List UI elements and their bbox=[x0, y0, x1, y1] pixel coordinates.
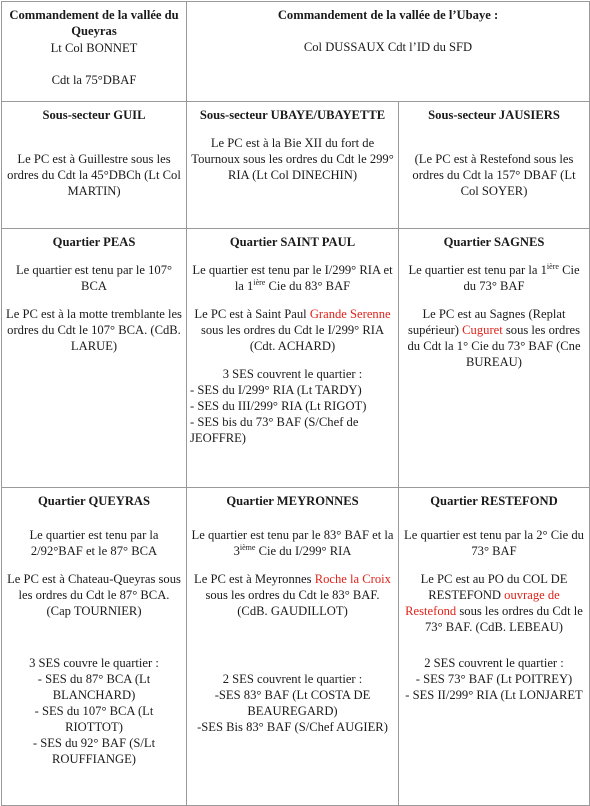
quarter-peas-title: Quartier PEAS bbox=[52, 235, 136, 249]
quarter-saint-paul-ses-list bbox=[190, 382, 395, 446]
quarter-meyronnes-cell bbox=[187, 488, 399, 806]
quarter-saint-paul-title: Quartier SAINT PAUL bbox=[229, 235, 356, 249]
quarter-saint-paul-ses-intro: 3 SES couvrent le quartier : bbox=[222, 367, 363, 381]
queyras-commander: Lt Col BONNET bbox=[50, 41, 138, 55]
ubaye-command-cell bbox=[187, 2, 590, 102]
quarter-sagnes-pc: Le PC est au Sagnes (Replat supérieur) Cuguret sous les ordres du Cdt la 1° Cie du 73° BAF (Cne BUREAU) bbox=[407, 307, 581, 369]
quarter-row-2 bbox=[2, 488, 590, 806]
sector-jausiers-title: Sous-secteur JAUSIERS bbox=[428, 108, 560, 122]
list-item: - SES du I/299° RIA (Lt TARDY) bbox=[190, 383, 362, 397]
quarter-peas-pc: Le PC est à la motte tremblante les ordres du Cdt le 107° BCA. (CdB. LARUE) bbox=[6, 307, 182, 353]
quarter-sagnes-cell bbox=[399, 229, 590, 488]
quarter-meyronnes-held: Le quartier est tenu par le 83° BAF et la 3ième Cie du I/299° RIA bbox=[191, 528, 394, 558]
queyras-command-title: Commandement de la vallée du Queyras bbox=[9, 8, 179, 38]
sector-jausiers-text: (Le PC est à Restefond sous les ordres du Cdt la 157° DBAF (Lt Col SOYER) bbox=[412, 152, 576, 198]
quarter-restefond-title: Quartier RESTEFOND bbox=[430, 494, 558, 508]
quarter-queyras-ses-intro: 3 SES couvre le quartier : bbox=[29, 656, 159, 670]
sector-guil-title: Sous-secteur GUIL bbox=[42, 108, 146, 122]
quarter-restefond-ses-intro: 2 SES couvrent le quartier : bbox=[424, 656, 564, 670]
quarter-restefond-ses-list bbox=[402, 671, 586, 703]
sector-guil-cell bbox=[2, 102, 187, 229]
quarter-queyras-title: Quartier QUEYRAS bbox=[37, 494, 151, 508]
list-item: -SES 83° BAF (Lt COSTA DE BEAUREGARD) bbox=[214, 688, 371, 718]
quarter-saint-paul-cell bbox=[187, 229, 399, 488]
queyras-command-cell bbox=[2, 2, 187, 102]
quarter-queyras-cell bbox=[2, 488, 187, 806]
fort-link-grande-serenne: Grande Serenne bbox=[309, 307, 391, 321]
quarter-queyras-held: Le quartier est tenu par la 2/92°BAF et le 87° BCA bbox=[29, 528, 159, 558]
ubaye-command-title: Commandement de la vallée de l’Ubaye : bbox=[277, 8, 499, 22]
sector-ubaye-cell bbox=[187, 102, 399, 229]
queyras-commander-unit: Cdt la 75°DBAF bbox=[51, 73, 137, 87]
ubaye-commander: Col DUSSAUX Cdt l’ID du SFD bbox=[303, 40, 473, 54]
quarter-sagnes-title: Quartier SAGNES bbox=[443, 235, 545, 249]
quarter-queyras-ses-list bbox=[5, 671, 183, 767]
list-item: - SES II/299° RIA (Lt LONJARET bbox=[405, 688, 583, 702]
list-item: - SES du 92° BAF (S/Lt ROUFFIANGE) bbox=[32, 736, 156, 766]
quarter-meyronnes-title: Quartier MEYRONNES bbox=[226, 494, 359, 508]
sector-ubaye-text: Le PC est à la Bie XII du fort de Tournoux sous les ordres du Cdt le 299° RIA (Lt Col DINECHIN) bbox=[191, 136, 394, 182]
quarter-saint-paul-held: Le quartier est tenu par le I/299° RIA et la $1^{ière}$ Cie du 83° BAF bbox=[192, 263, 393, 293]
quarter-restefond-held: Le quartier est tenu par la 2° Cie du 73° BAF bbox=[404, 528, 584, 558]
fort-link-ouvrage-restefond: ouvrage de Restefond bbox=[405, 588, 560, 618]
quarter-queyras-pc: Le PC est à Chateau-Queyras sous les ordres du Cdt le 87° BCA. (Cap TOURNIER) bbox=[7, 572, 181, 618]
command-table bbox=[1, 1, 590, 806]
fort-link-cuguret: Cuguret bbox=[462, 323, 503, 337]
quarter-saint-paul-pc: Le PC est à Saint Paul Grande Serenne sous les ordres du Cdt le I/299° RIA (Cdt. ACHARD) bbox=[194, 307, 391, 353]
quarter-meyronnes-ses-intro: 2 SES couvrent le quartier : bbox=[222, 672, 363, 686]
sector-ubaye-title: Sous-secteur UBAYE/UBAYETTE bbox=[199, 108, 386, 122]
quarter-row-1 bbox=[2, 229, 590, 488]
quarter-peas-held: Le quartier est tenu par le 107° BCA bbox=[15, 263, 173, 293]
quarter-restefond-cell bbox=[399, 488, 590, 806]
list-item: - SES 73° BAF (Lt POITREY) bbox=[415, 672, 573, 686]
header-row bbox=[2, 2, 590, 102]
list-item: -SES Bis 83° BAF (S/Chef AUGIER) bbox=[197, 720, 388, 734]
quarter-meyronnes-pc: Le PC est à Meyronnes Roche la Croix sous les ordres du Cdt le 83° BAF. (CdB. GAUDILLOT) bbox=[194, 572, 391, 618]
list-item: - SES du III/299° RIA (Lt RIGOT) bbox=[190, 399, 367, 413]
sector-row bbox=[2, 102, 590, 229]
quarter-restefond-pc: Le PC est au PO du COL DE RESTEFOND ouvrage de Restefond sous les ordres du Cdt le 73° BAF. (CdB. LEBEAU) bbox=[405, 572, 583, 634]
quarter-meyronnes-ses-list bbox=[190, 687, 395, 735]
list-item: - SES du 107° BCA (Lt RIOTTOT) bbox=[34, 704, 154, 734]
quarter-peas-cell bbox=[2, 229, 187, 488]
quarter-sagnes-held: Le quartier est tenu par la $1^{ière}$ Cie du 73° BAF bbox=[408, 261, 580, 293]
sector-guil-text: Le PC est à Guillestre sous les ordres du Cdt la 45°DBCh (Lt Col MARTIN) bbox=[7, 152, 181, 198]
list-item: - SES du 87° BCA (Lt BLANCHARD) bbox=[37, 672, 151, 702]
sector-jausiers-cell bbox=[399, 102, 590, 229]
fort-link-roche-la-croix: Roche la Croix bbox=[314, 572, 391, 586]
list-item: - SES bis du 73° BAF (S/Chef de JEOFFRE) bbox=[190, 415, 359, 445]
